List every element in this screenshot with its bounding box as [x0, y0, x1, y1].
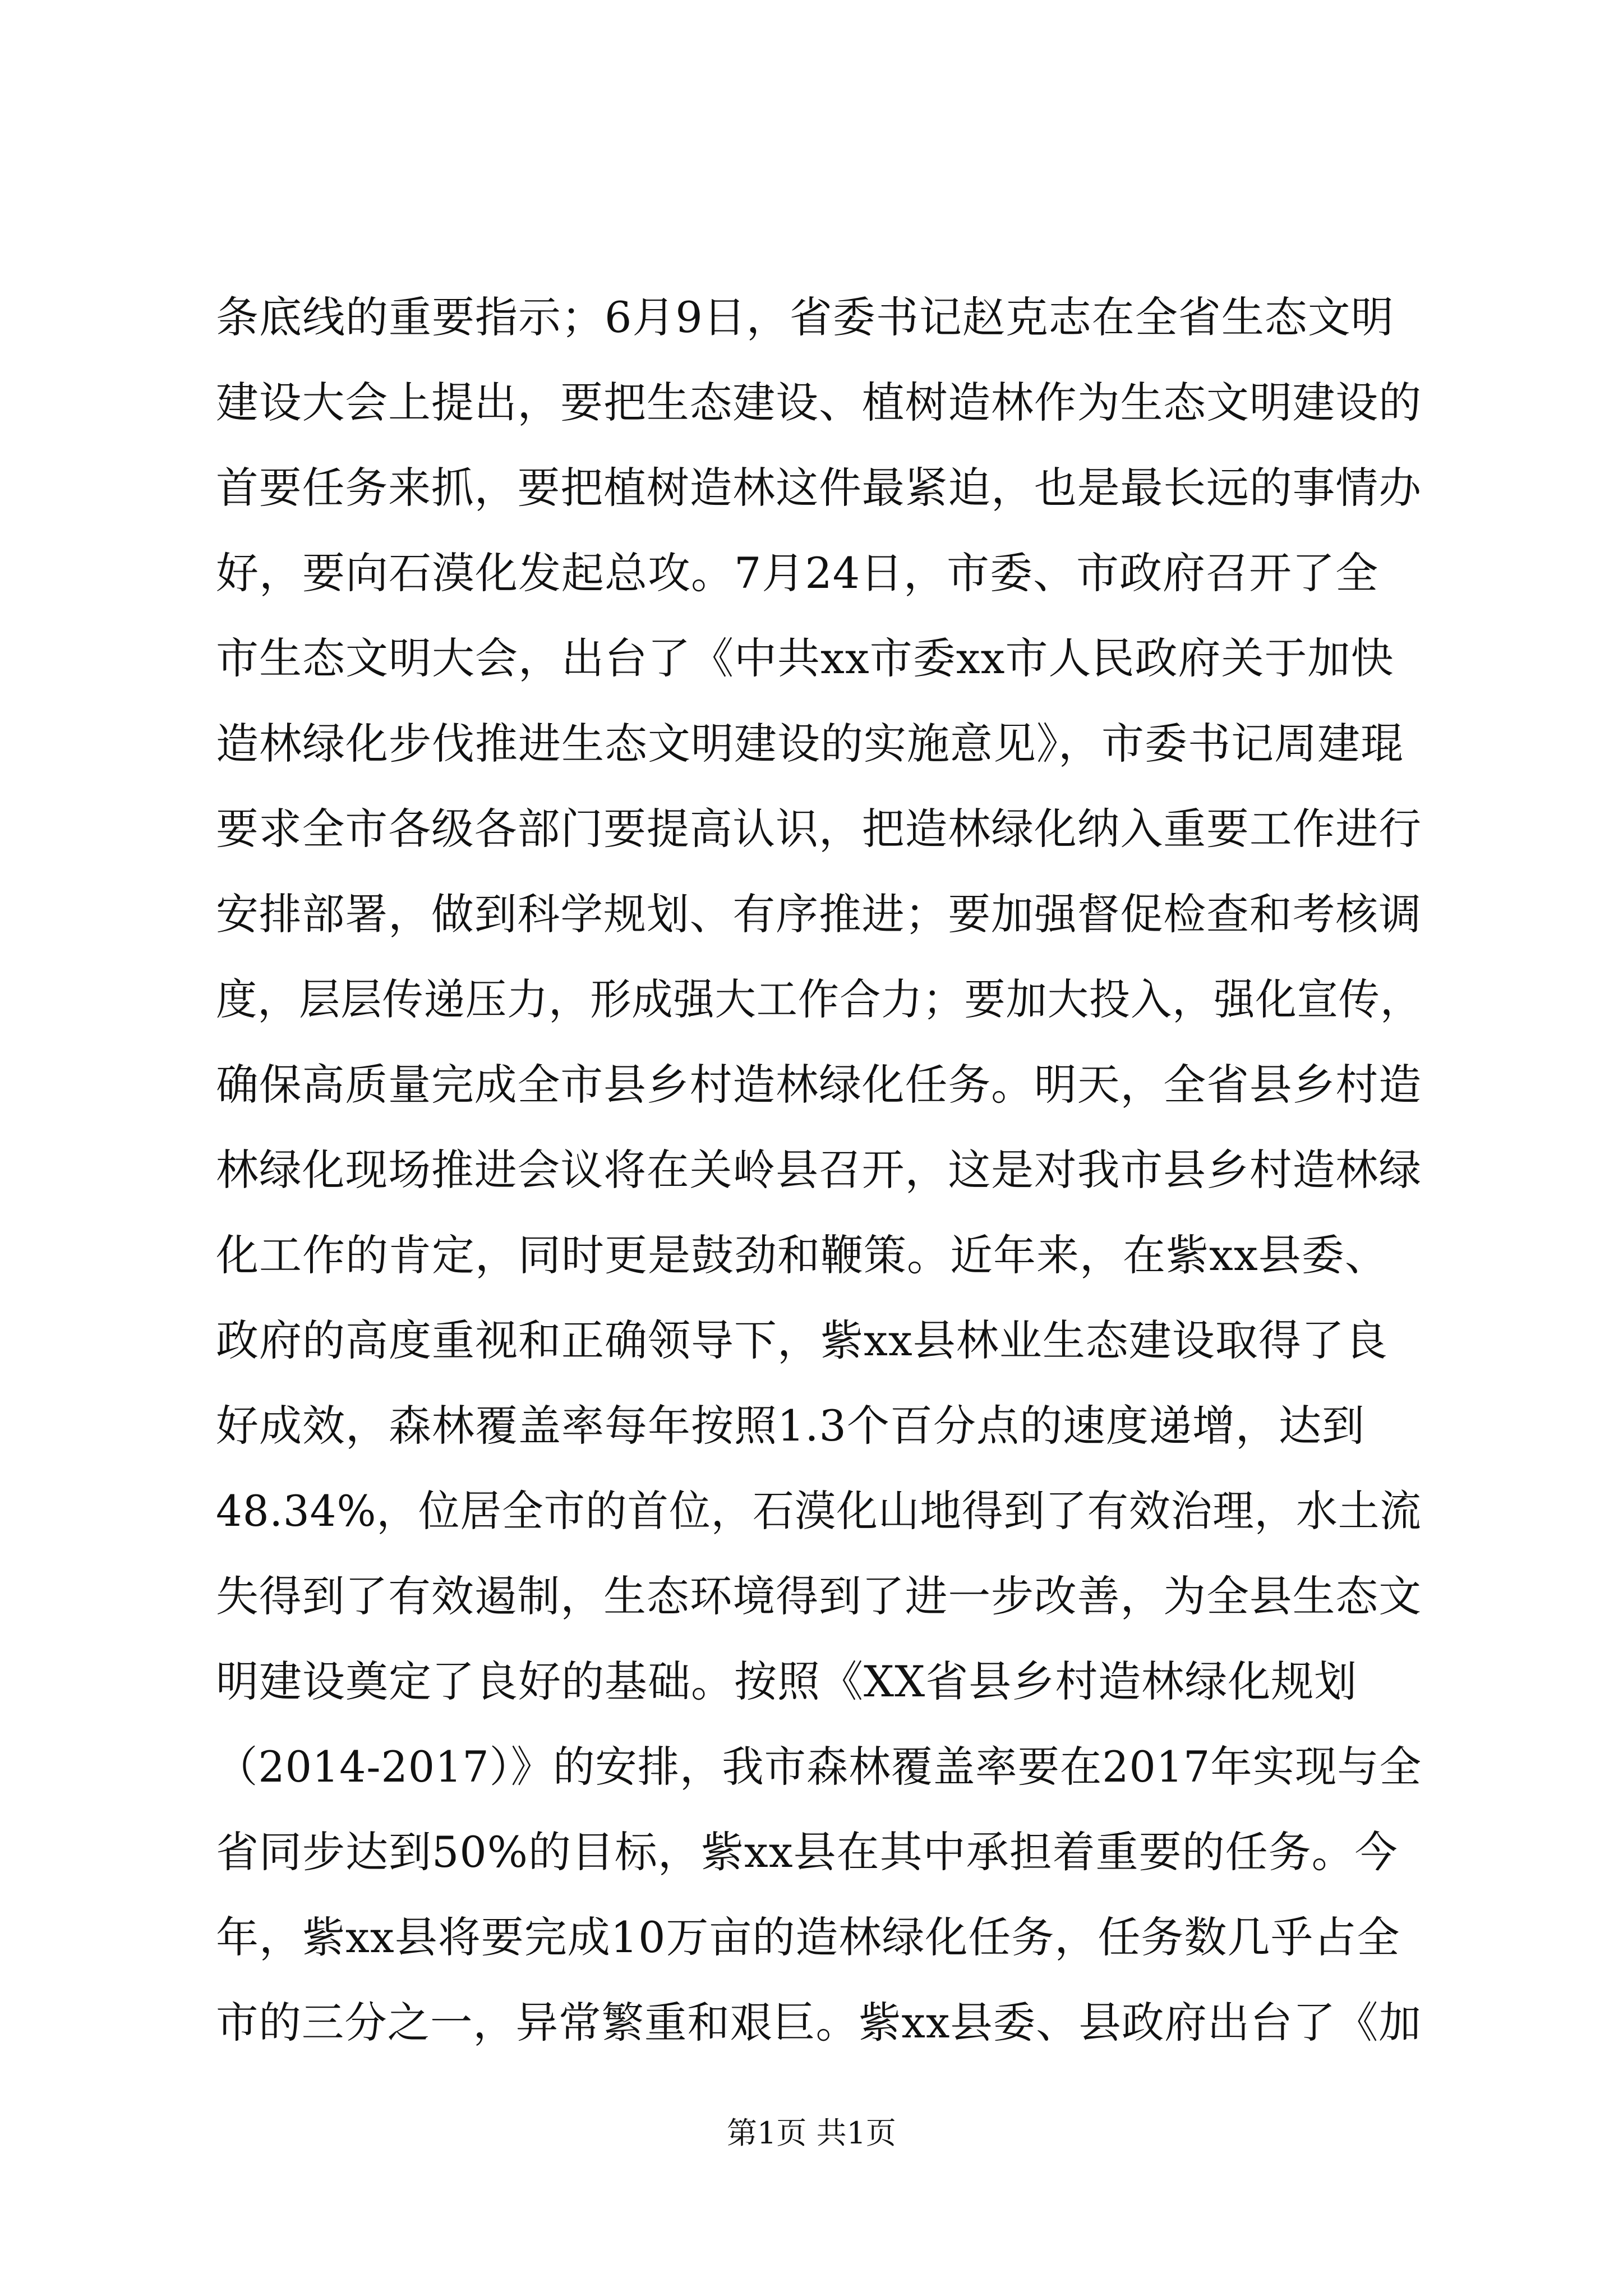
body-line: 条底线的重要指示；6月9日，省委书记赵克志在全省生态文明 [216, 292, 1394, 342]
body-line: 市生态文明大会，出台了《中共xx市委xx市人民政府关于加快 [216, 633, 1394, 683]
body-line: 度，层层传递压力，形成强大工作合力；要加大投入，强化宣传， [216, 974, 1422, 1024]
body-line: 48.34%，位居全市的首位，石漠化山地得到了有效治理，水土流 [216, 1486, 1422, 1536]
body-line: 要求全市各级各部门要提高认识，把造林绿化纳入重要工作进行 [216, 804, 1422, 854]
body-line: 省同步达到50%的目标，紫xx县在其中承担着重要的任务。今 [216, 1827, 1398, 1877]
body-line: 好，要向石漠化发起总攻。7月24日，市委、市政府召开了全 [216, 548, 1379, 598]
body-line: 好成效，森林覆盖率每年按照1.3个百分点的速度递增，达到 [216, 1401, 1365, 1451]
body-line: 安排部署，做到科学规划、有序推进；要加强督促检查和考核调 [216, 889, 1422, 939]
body-line: （2014-2017）》的安排，我市森林覆盖率要在2017年实现与全 [216, 1742, 1422, 1792]
body-line: 林绿化现场推进会议将在关岭县召开，这是对我市县乡村造林绿 [216, 1145, 1422, 1195]
body-line: 建设大会上提出，要把生态建设、植树造林作为生态文明建设的 [216, 378, 1422, 427]
body-line: 失得到了有效遏制，生态环境得到了进一步改善，为全县生态文 [216, 1571, 1422, 1621]
body-line: 明建设奠定了良好的基础。按照《XX省县乡村造林绿化规划 [216, 1657, 1358, 1706]
body-line: 年，紫xx县将要完成10万亩的造林绿化任务，任务数几乎占全 [216, 1912, 1400, 1962]
body-line: 确保高质量完成全市县乡村造林绿化任务。明天，全省县乡村造 [216, 1060, 1422, 1110]
body-line: 政府的高度重视和正确领导下，紫xx县林业生态建设取得了良 [216, 1315, 1388, 1365]
body-line: 首要任务来抓，要把植树造林这件最紧迫，也是最长远的事情办 [216, 463, 1422, 513]
body-line: 市的三分之一，异常繁重和艰巨。紫xx县委、县政府出台了《加 [216, 1998, 1422, 2047]
body-line: 造林绿化步伐推进生态文明建设的实施意见》，市委书记周建琨 [216, 719, 1404, 769]
page-number-footer: 第1页 共1页 [727, 2115, 896, 2151]
body-line: 化工作的肯定，同时更是鼓劲和鞭策。近年来，在紫xx县委、 [216, 1230, 1388, 1280]
